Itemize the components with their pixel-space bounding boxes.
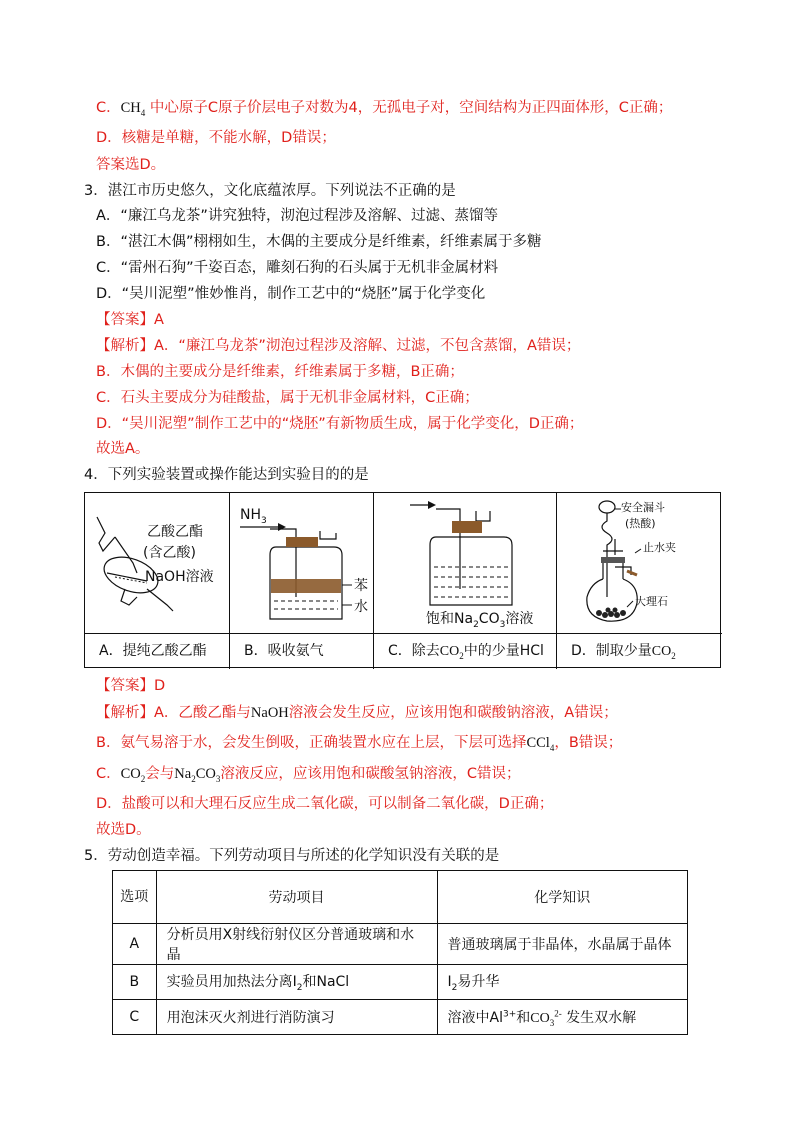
label-safety-funnel: 安全漏斗 [621,501,665,514]
q5-stem: 5．劳动创造幸福。下列劳动项目与所述的化学知识没有关联的是 [84,848,500,864]
q4-caption-b: B．吸收氨气 [230,633,374,669]
table-row [113,965,688,1000]
q3-option-c: C．“雷州石狗”千姿百态，雕刻石狗的石头属于无机非金属材料 [96,260,499,276]
q4-cell-a [85,493,230,633]
q3-option-b: B．“湛江木偶”栩栩如生，木偶的主要成分是纤维素，纤维素属于多糖 [96,234,542,250]
row-knowledge: 溶液中$Al^{3+}$和$CO_3^{2-}$ 发生双水解 [437,1000,688,1035]
answer-line-d: D．核糖是单糖，不能水解，D错误； [96,130,336,146]
header-labor-item: 劳动项目 [156,871,437,924]
co2-generator-figure [557,493,722,633]
row-item: 实验员用加热法分离$I_2$和NaCl [156,965,437,1000]
header-option: 选项 [113,871,157,924]
row-item: 用泡沫灭火剂进行消防演习 [156,1000,437,1035]
separatory-funnel-figure [85,493,230,633]
q4-caption-a: A．提纯乙酸乙酯 [85,633,230,669]
gas-washing-figure [374,493,557,633]
ammonia-absorption-figure [230,493,374,633]
label-marble: 大理石 [635,595,668,608]
q3-option-a: A．“廉江乌龙茶”讲究独特，沏泡过程涉及溶解、过滤、蒸馏等 [96,208,498,224]
label-water-clamp: 止水夹 [643,541,676,554]
row-option: A [113,924,157,965]
q4-explain-d: D．盐酸可以和大理石反应生成二氧化碳，可以制备二氧化碳，D正确； [96,796,554,812]
q4-explain-c: C．$CO_2$会与$Na_2CO_3$溶液反应，应该用饱和碳酸氢钠溶液，C错误； [96,766,521,784]
label-benzene: 苯 [354,578,368,594]
label-saturated-na2co3: 饱和$Na_2CO_3$溶液 [426,611,534,630]
q3-explain-a: 【解析】A．“廉江乌龙茶”沏泡过程涉及溶解、过滤，不包含蒸馏，A错误； [96,338,581,354]
table-header-row [113,871,688,924]
q4-cell-b [230,493,374,633]
row-knowledge: $I_2$易升华 [437,965,688,1000]
table-row [113,924,688,965]
row-option: B [113,965,157,1000]
q4-caption-c: C．除去$CO_2$中的少量HCl [374,633,557,669]
q4-cell-c [374,493,557,633]
q5-table [112,870,688,1035]
q3-option-d: D．“吴川泥塑”惟妙惟肖，制作工艺中的“烧胚”属于化学变化 [96,286,486,302]
label-ethyl-acetate: 乙酸乙酯 [147,524,203,540]
q3-stem: 3．湛江市历史悠久，文化底蕴浓厚。下列说法不正确的是 [84,183,456,199]
label-nh3: $NH_3$ [240,507,267,526]
q3-explain-d: D．“吴川泥塑”制作工艺中的“烧胚”有新物质生成，属于化学变化，D正确； [96,416,584,432]
q4-stem: 4．下列实验装置或操作能达到实验目的的是 [84,467,369,483]
q3-explain-b: B．木偶的主要成分是纤维素，纤维素属于多糖，B正确； [96,364,464,380]
label-hot-acid: (热酸) [625,517,656,530]
table-row [113,1000,688,1035]
label-naoh-solution: NaOH溶液 [145,569,214,585]
q4-cell-d [557,493,722,633]
q4-answer: 【答案】D [96,678,166,694]
q3-explain-c: C．石头主要成分为硅酸盐，属于无机非金属材料，C正确； [96,390,479,406]
header-chem-knowledge: 化学知识 [437,871,688,924]
row-option: C [113,1000,157,1035]
label-water: 水 [354,599,368,615]
row-knowledge: 普通玻璃属于非晶体，水晶属于晶体 [437,924,688,965]
q4-explain-a: 【解析】A．乙酸乙酯与NaOH溶液会发生反应，应该用饱和碳酸钠溶液，A错误； [96,705,618,721]
q3-answer: 【答案】A [96,312,164,328]
q3-conclusion: 故选A。 [96,441,150,457]
q4-figure-table [84,492,721,668]
q4-explain-b: B．氨气易溶于水，会发生倒吸，正确装置水应在上层，下层可选择CCl$_4$，B错误； [96,735,623,753]
answer-line-c: C．$CH_4$ 中心原子C原子价层电子对数为4，无孤电子对，空间结构为正四面体形，C正确； [96,100,673,118]
q4-caption-d: D．制取少量$CO_2$ [557,633,722,669]
answer-conclusion: 答案选D。 [96,157,166,173]
q4-conclusion: 故选D。 [96,822,151,838]
row-item: 分析员用X射线衍射仪区分普通玻璃和水晶 [156,924,437,965]
label-contains-acetic-acid: (含乙酸) [143,545,196,561]
